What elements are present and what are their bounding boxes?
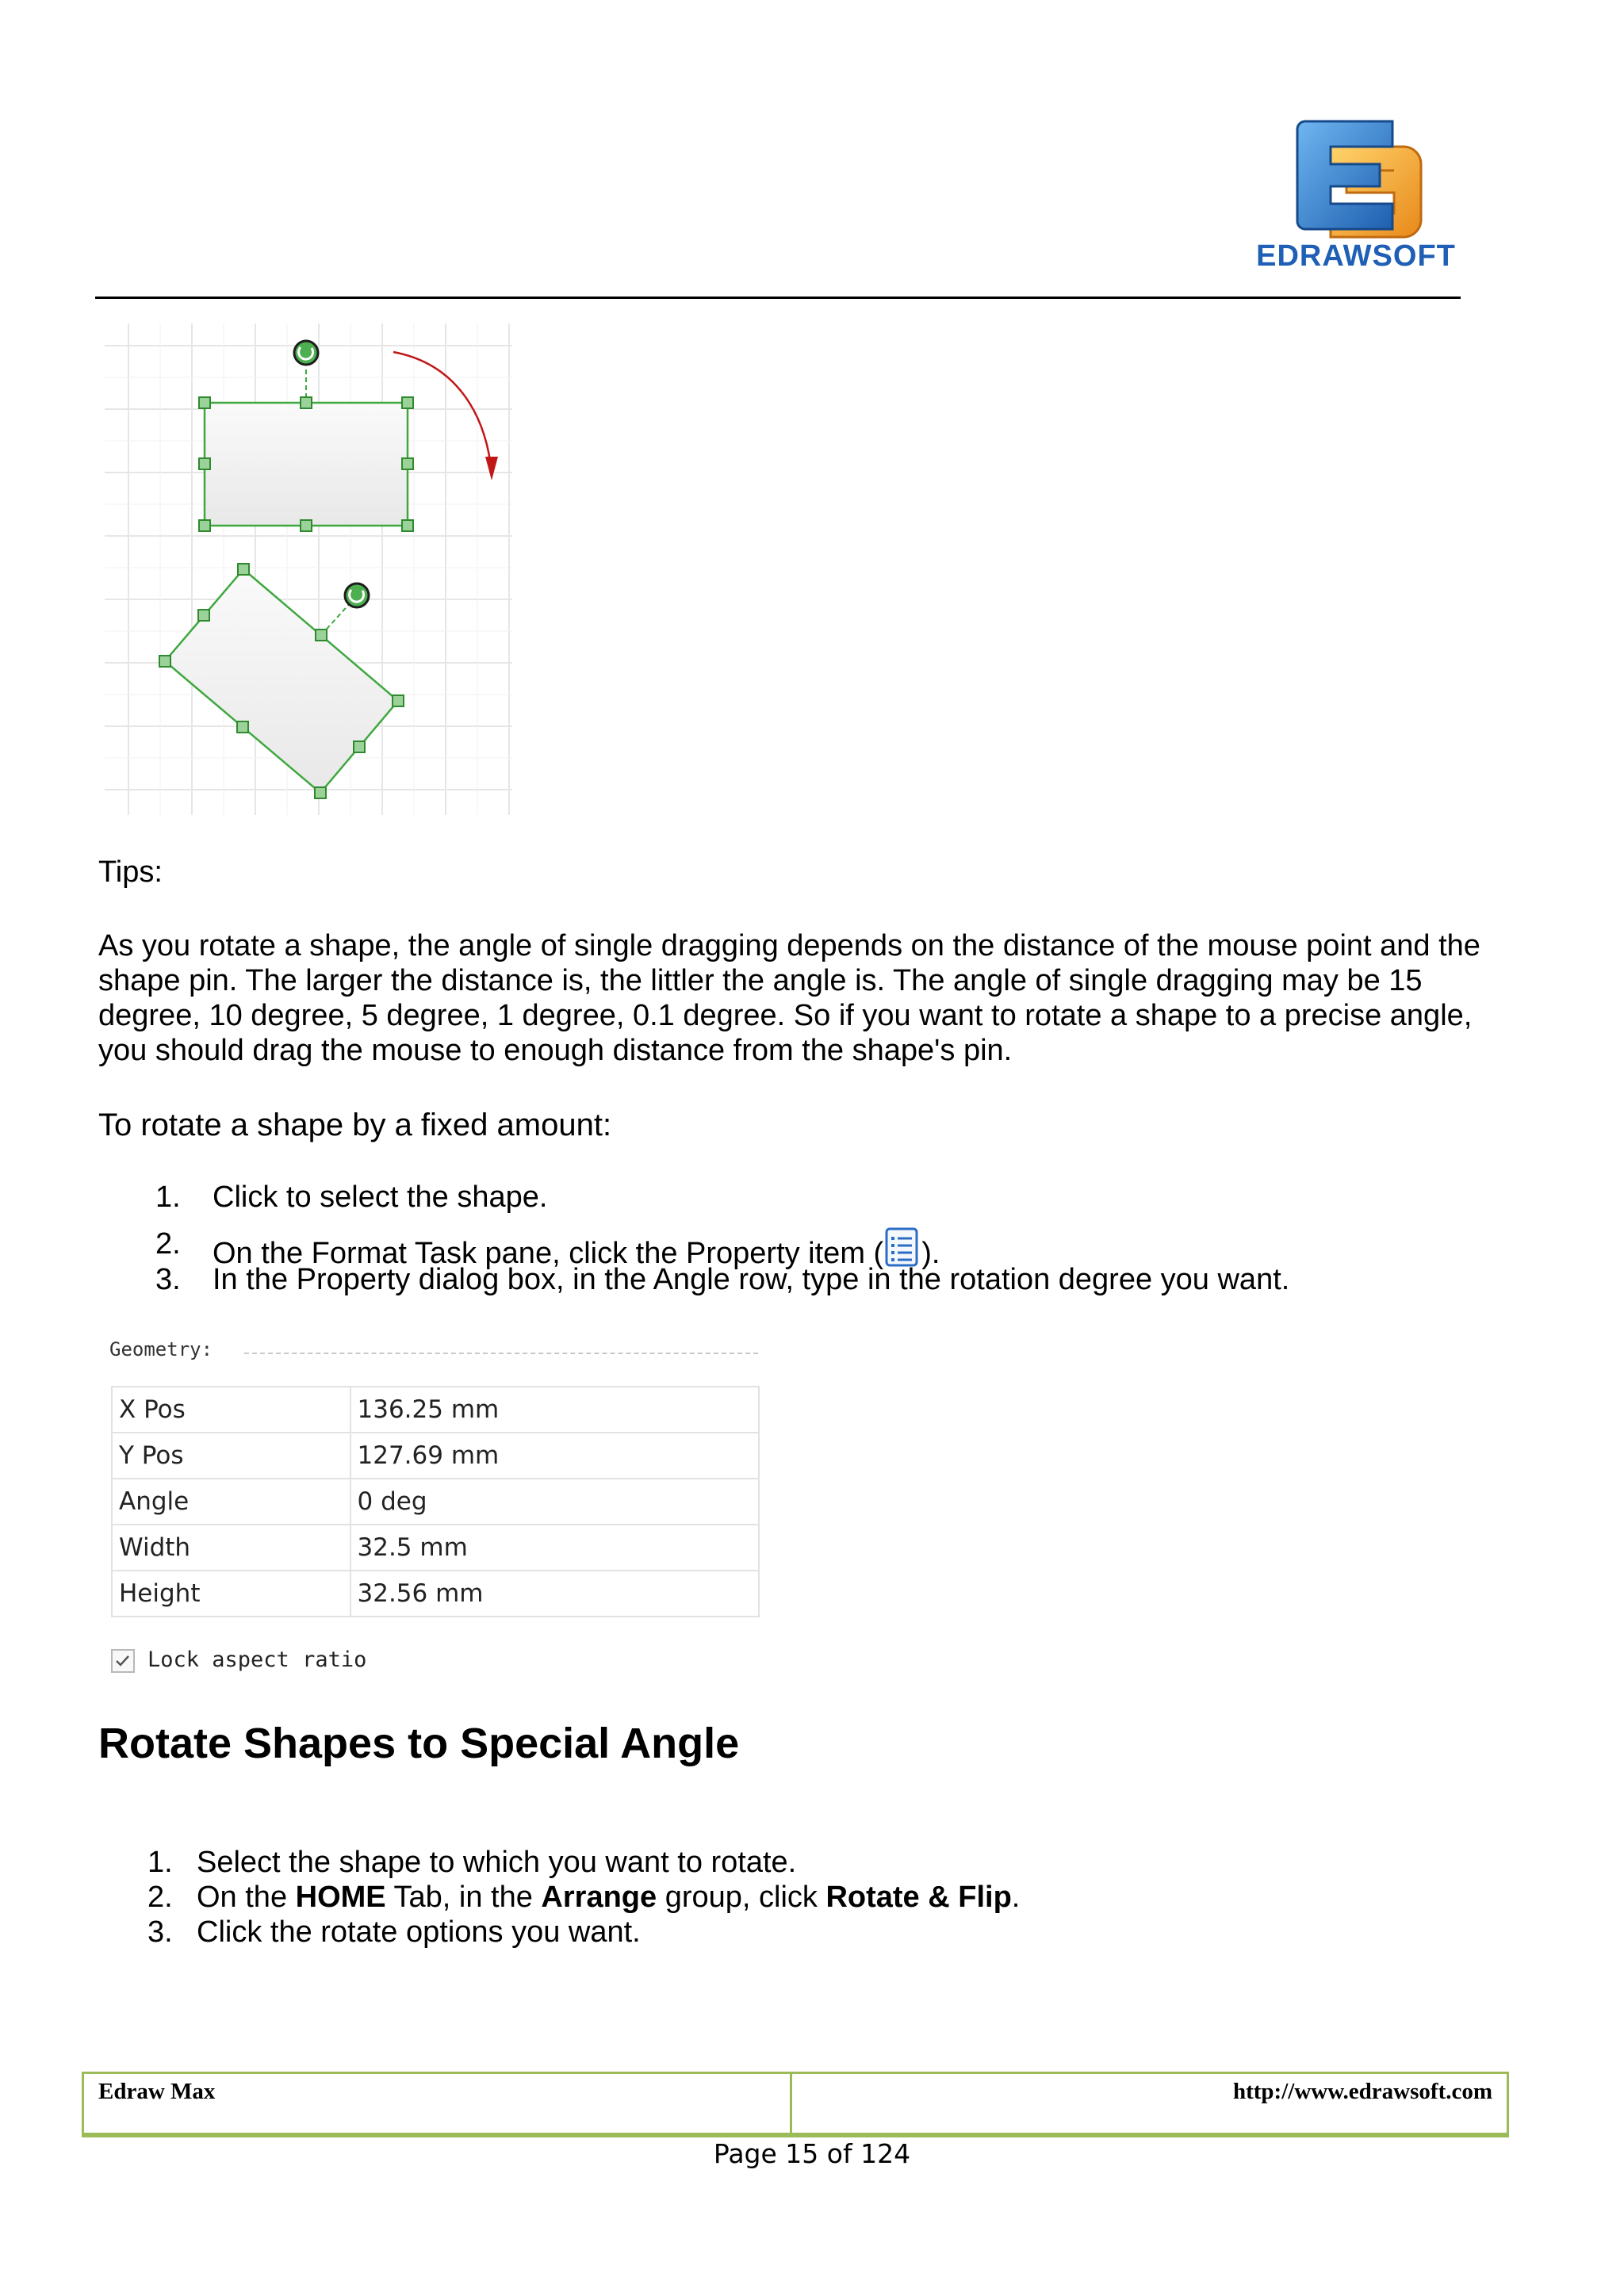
step-text-end: ). [921, 1237, 940, 1270]
row-key: Y Pos [112, 1433, 350, 1479]
lock-aspect-ratio-label: Lock aspect ratio [147, 1647, 367, 1672]
step-text: In the Property dialog box, in the Angle row, type in the rotation degree you want. [213, 1263, 1290, 1296]
table-row [112, 1479, 759, 1525]
tips-label: Tips: [98, 855, 163, 889]
footer [82, 2072, 1509, 2137]
checkbox[interactable] [111, 1649, 135, 1673]
table-row [112, 1525, 759, 1571]
row-value-field[interactable]: 136.25 mm [350, 1387, 760, 1433]
row-value-field[interactable]: 127.69 mm [350, 1433, 760, 1479]
step-text: Click to select the shape. [213, 1181, 548, 1214]
step-number: 2. [155, 1227, 181, 1261]
step-number: 3. [147, 1915, 173, 1949]
footer-website-link[interactable]: http://www.edrawsoft.com [1232, 2079, 1492, 2104]
tips-paragraph: As you rotate a shape, the angle of single dragging depends on the distance of the mouse point and the shape pin. The larger the distance is, the littler the angle is. The angle of single dragging may be 15 degree, 10 degree, 5 degree, 1 degree, 0.1 degree. So if you want to rotate a shape to a precise angle, you should drag the mouse to enough distance from the shape's pin. [98, 929, 1480, 1067]
fixed-amount-heading: To rotate a shape by a fixed amount: [98, 1108, 612, 1142]
step-number: 3. [155, 1263, 181, 1296]
step-text: . [1011, 1881, 1021, 1914]
row-key: Width [112, 1525, 350, 1571]
row-key: Angle [112, 1479, 350, 1525]
step-number: 1. [155, 1181, 181, 1214]
section-heading: Rotate Shapes to Special Angle [98, 1720, 740, 1767]
step-text: Select the shape to which you want to rotate. [197, 1846, 797, 1879]
home-tab-label: HOME [295, 1881, 386, 1914]
table-row [112, 1433, 759, 1479]
step-text: On the Format Task pane, click the Property item ( [213, 1237, 884, 1270]
table-row [112, 1571, 759, 1617]
page-number: Page 15 of 124 [713, 2138, 911, 2169]
geometry-table [111, 1386, 760, 1617]
row-key: X Pos [112, 1387, 350, 1433]
footer-divider [790, 2074, 792, 2133]
table-row [112, 1387, 759, 1433]
step-text: group, click [657, 1881, 826, 1914]
checkmark-icon [113, 1651, 133, 1671]
rotate-flip-label: Rotate & Flip [825, 1881, 1012, 1914]
geometry-divider [244, 1353, 758, 1354]
arrange-group-label: Arrange [541, 1881, 657, 1914]
footer-product-name: Edraw Max [98, 2079, 216, 2104]
step-number: 1. [147, 1846, 173, 1879]
rotation-illustration [105, 323, 512, 815]
step-text: On the [197, 1881, 296, 1914]
row-value-field[interactable]: 0 deg [350, 1479, 760, 1525]
geometry-label: Geometry: [109, 1338, 213, 1360]
row-key: Height [112, 1571, 350, 1617]
step-text: Click the rotate options you want. [197, 1915, 641, 1949]
row-value-field[interactable]: 32.5 mm [350, 1525, 760, 1571]
logo-wordmark: EDRAWSOFT [1256, 239, 1456, 273]
header-divider [95, 297, 1461, 299]
row-value-field[interactable]: 32.56 mm [350, 1571, 760, 1617]
step-number: 2. [147, 1881, 173, 1914]
step-text: Tab, in the [385, 1881, 542, 1914]
geometry-panel [109, 1338, 760, 1679]
